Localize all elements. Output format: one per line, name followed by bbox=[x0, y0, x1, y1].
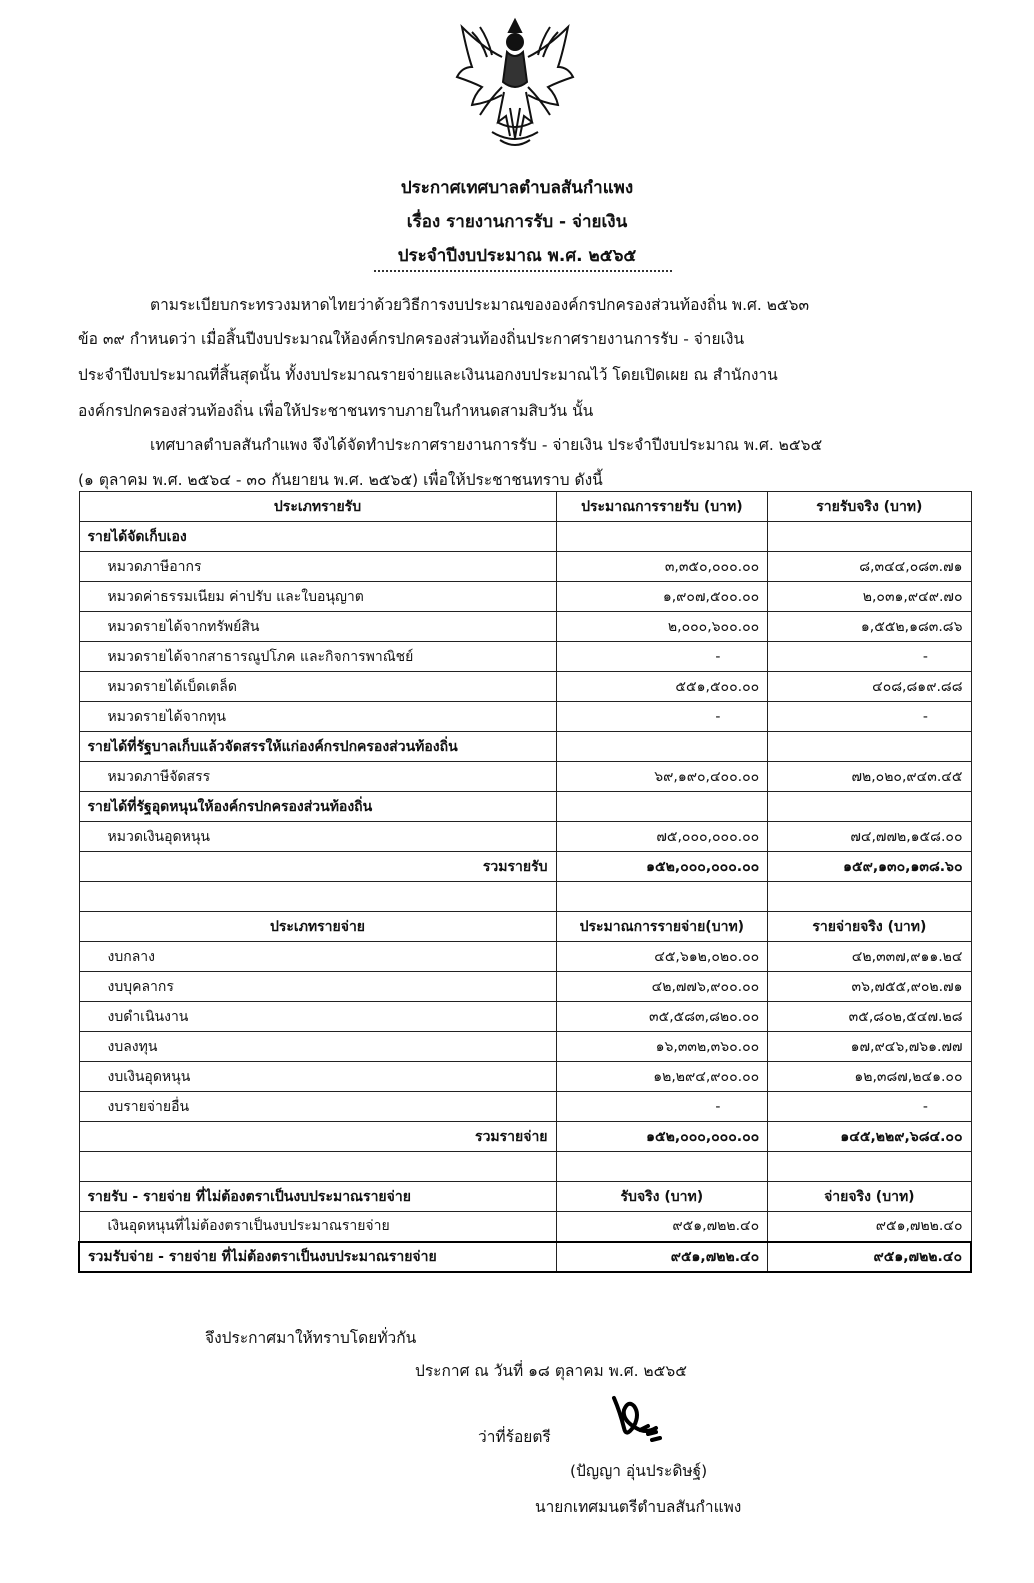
estimate-cell: ๓,๓๕๐,๐๐๐.๐๐ bbox=[556, 552, 768, 582]
estimate-cell: ๔๒,๗๗๖,๙๐๐.๐๐ bbox=[556, 972, 768, 1002]
table-row bbox=[79, 612, 971, 642]
table-row bbox=[79, 972, 971, 1002]
actual-cell: ๗๒,๐๒๐,๙๔๓.๔๕ bbox=[768, 762, 971, 792]
total-estimate-cell: ๑๕๒,๐๐๐,๐๐๐.๐๐ bbox=[556, 852, 768, 882]
estimate-cell: - bbox=[556, 702, 768, 732]
total-actual-cell: ๑๕๙,๑๓๐,๑๓๘.๖๐ bbox=[768, 852, 971, 882]
actual-cell: ๒,๐๓๑,๙๔๙.๗๐ bbox=[768, 582, 971, 612]
row-label: หมวดรายได้เบ็ดเตล็ด bbox=[79, 672, 556, 702]
row-label: งบบุคลากร bbox=[79, 972, 556, 1002]
income-expense-table bbox=[78, 491, 972, 1273]
body-paragraph-1-line-4: องค์กรปกครองส่วนท้องถิ่น เพื่อให้ประชาชนทราบภายในกำหนดสามสิบวัน นั้น bbox=[78, 402, 594, 420]
column-header: รายรับจริง (บาท) bbox=[768, 492, 971, 522]
column-header: ประเภทรายจ่าย bbox=[79, 912, 556, 942]
section-row bbox=[79, 522, 971, 552]
total-actual-cell: ๑๔๕,๒๒๙,๖๘๔.๐๐ bbox=[768, 1122, 971, 1152]
body-paragraph-1-line-1: ตามระเบียบกระทรวงมหาดไทยว่าด้วยวิธีการงบประมาณขององค์กรปกครองส่วนท้องถิ่น พ.ศ. ๒๕๖๓ bbox=[150, 296, 810, 314]
table-row bbox=[79, 582, 971, 612]
received-cell: ๙๕๑,๗๒๒.๔๐ bbox=[556, 1212, 768, 1242]
announcement-subject: เรื่อง รายงานการรับ - จ่ายเงิน bbox=[406, 212, 628, 232]
row-label: หมวดค่าธรรมเนียม ค่าปรับ และใบอนุญาต bbox=[79, 582, 556, 612]
expense-header-row bbox=[79, 912, 971, 942]
row-label: งบเงินอุดหนุน bbox=[79, 1062, 556, 1092]
body-paragraph-1-line-2: ข้อ ๓๙ กำหนดว่า เมื่อสิ้นปีงบประมาณให้องค์กรปกครองส่วนท้องถิ่นประกาศรายงานการรับ - จ่ายเงิน bbox=[78, 330, 745, 348]
actual-cell: ๗๔,๗๗๒,๑๕๘.๐๐ bbox=[768, 822, 971, 852]
announcement-date: ประกาศ ณ วันที่ ๑๘ ตุลาคม พ.ศ. ๒๕๖๕ bbox=[415, 1362, 687, 1380]
section-label: รายได้จัดเก็บเอง bbox=[79, 522, 556, 552]
garuda-emblem bbox=[452, 12, 578, 154]
closing-announcement: จึงประกาศมาให้ทราบโดยทั่วกัน bbox=[205, 1329, 417, 1347]
column-header: รับจริง (บาท) bbox=[556, 1182, 768, 1212]
total-received-cell: ๙๕๑,๗๒๒.๔๐ bbox=[556, 1242, 768, 1272]
announcement-fiscal-year: ประจำปีงบประมาณ พ.ศ. ๒๕๖๕ bbox=[397, 246, 637, 266]
table-row bbox=[79, 1032, 971, 1062]
estimate-cell: ๕๕๑,๕๐๐.๐๐ bbox=[556, 672, 768, 702]
column-header: ประมาณการรายจ่าย(บาท) bbox=[556, 912, 768, 942]
table-row bbox=[79, 702, 971, 732]
section-label: รายได้ที่รัฐอุดหนุนให้องค์กรปกครองส่วนท้องถิ่น bbox=[79, 792, 556, 822]
estimate-cell: ๑๒,๒๙๔,๙๐๐.๐๐ bbox=[556, 1062, 768, 1092]
body-paragraph-2-line-2: (๑ ตุลาคม พ.ศ. ๒๕๖๔ - ๓๐ กันยายน พ.ศ. ๒๕๖๕) เพื่อให้ประชาชนทราบ ดังนี้ bbox=[78, 471, 603, 489]
column-header: ประเภทรายรับ bbox=[79, 492, 556, 522]
income-header-row bbox=[79, 492, 971, 522]
column-header: รายรับ - รายจ่าย ที่ไม่ต้องตราเป็นงบประมาณรายจ่าย bbox=[79, 1182, 556, 1212]
signer-rank: ว่าที่ร้อยตรี bbox=[478, 1428, 551, 1446]
total-estimate-cell: ๑๕๒,๐๐๐,๐๐๐.๐๐ bbox=[556, 1122, 768, 1152]
section-row bbox=[79, 732, 971, 762]
table-row bbox=[79, 1212, 971, 1242]
signer-name: (ปัญญา อุ่นประดิษฐ์) bbox=[570, 1462, 708, 1480]
blank-row bbox=[79, 1152, 971, 1182]
actual-cell: - bbox=[768, 702, 971, 732]
row-label: หมวดเงินอุดหนุน bbox=[79, 822, 556, 852]
section-label: รายได้ที่รัฐบาลเก็บแล้วจัดสรรให้แก่องค์กรปกครองส่วนท้องถิ่น bbox=[79, 732, 556, 762]
table-row bbox=[79, 822, 971, 852]
estimate-cell: - bbox=[556, 1092, 768, 1122]
row-label: หมวดภาษีอากร bbox=[79, 552, 556, 582]
non-budget-header-row bbox=[79, 1182, 971, 1212]
row-label: งบดำเนินงาน bbox=[79, 1002, 556, 1032]
actual-cell: - bbox=[768, 642, 971, 672]
dotted-divider bbox=[374, 270, 672, 272]
column-header: ประมาณการรายรับ (บาท) bbox=[556, 492, 768, 522]
table-row bbox=[79, 672, 971, 702]
actual-cell: ๔๐๘,๘๑๙.๘๘ bbox=[768, 672, 971, 702]
row-label: เงินอุดหนุนที่ไม่ต้องตราเป็นงบประมาณรายจ่าย bbox=[79, 1212, 556, 1242]
estimate-cell: ๑๖,๓๓๒,๓๖๐.๐๐ bbox=[556, 1032, 768, 1062]
row-label: หมวดภาษีจัดสรร bbox=[79, 762, 556, 792]
signer-position: นายกเทศมนตรีตำบลสันกำแพง bbox=[535, 1498, 742, 1516]
row-label: หมวดรายได้จากทรัพย์สิน bbox=[79, 612, 556, 642]
actual-cell: ๘,๓๔๔,๐๘๓.๗๑ bbox=[768, 552, 971, 582]
row-label: งบกลาง bbox=[79, 942, 556, 972]
blank-row bbox=[79, 882, 971, 912]
row-label: งบรายจ่ายอื่น bbox=[79, 1092, 556, 1122]
actual-cell: ๓๖,๗๕๕,๙๐๒.๗๑ bbox=[768, 972, 971, 1002]
table-row bbox=[79, 942, 971, 972]
estimate-cell: ๖๙,๑๙๐,๔๐๐.๐๐ bbox=[556, 762, 768, 792]
expense-total-row bbox=[79, 1122, 971, 1152]
body-paragraph-1-line-3: ประจำปีงบประมาณที่สิ้นสุดนั้น ทั้งงบประมาณรายจ่ายและเงินนอกงบประมาณไว้ โดยเปิดเผย ณ สำนักงาน bbox=[78, 366, 778, 384]
table-row bbox=[79, 642, 971, 672]
table-row bbox=[79, 1002, 971, 1032]
row-label: หมวดรายได้จากสาธารณูปโภค และกิจการพาณิชย์ bbox=[79, 642, 556, 672]
total-label: รวมรายจ่าย bbox=[79, 1122, 556, 1152]
actual-cell: ๔๒,๓๓๗,๙๑๑.๒๔ bbox=[768, 942, 971, 972]
announcement-title: ประกาศเทศบาลตำบลสันกำแพง bbox=[400, 178, 634, 198]
estimate-cell: - bbox=[556, 642, 768, 672]
total-label: รวมรับจ่าย - รายจ่าย ที่ไม่ต้องตราเป็นงบประมาณรายจ่าย bbox=[79, 1242, 556, 1272]
estimate-cell: ๒,๐๐๐,๖๐๐.๐๐ bbox=[556, 612, 768, 642]
actual-cell: ๑๗,๙๔๖,๗๖๑.๗๗ bbox=[768, 1032, 971, 1062]
estimate-cell: ๓๕,๕๘๓,๘๒๐.๐๐ bbox=[556, 1002, 768, 1032]
table-row bbox=[79, 552, 971, 582]
actual-cell: ๓๕,๘๐๒,๕๔๗.๒๘ bbox=[768, 1002, 971, 1032]
column-header: รายจ่ายจริง (บาท) bbox=[768, 912, 971, 942]
actual-cell: ๑,๕๕๒,๑๘๓.๘๖ bbox=[768, 612, 971, 642]
row-label: หมวดรายได้จากทุน bbox=[79, 702, 556, 732]
actual-cell: ๑๒,๓๘๗,๒๔๑.๐๐ bbox=[768, 1062, 971, 1092]
estimate-cell: ๑,๙๐๗,๕๐๐.๐๐ bbox=[556, 582, 768, 612]
row-label: งบลงทุน bbox=[79, 1032, 556, 1062]
total-label: รวมรายรับ bbox=[79, 852, 556, 882]
income-total-row bbox=[79, 852, 971, 882]
estimate-cell: ๗๕,๐๐๐,๐๐๐.๐๐ bbox=[556, 822, 768, 852]
total-paid-cell: ๙๕๑,๗๒๒.๔๐ bbox=[768, 1242, 971, 1272]
estimate-cell: ๔๕,๖๑๒,๐๒๐.๐๐ bbox=[556, 942, 768, 972]
table-row bbox=[79, 1062, 971, 1092]
column-header: จ่ายจริง (บาท) bbox=[768, 1182, 971, 1212]
section-row bbox=[79, 792, 971, 822]
handwritten-signature bbox=[600, 1388, 670, 1448]
table-row bbox=[79, 762, 971, 792]
actual-cell: - bbox=[768, 1092, 971, 1122]
non-budget-total-row bbox=[79, 1242, 971, 1272]
paid-cell: ๙๕๑,๗๒๒.๔๐ bbox=[768, 1212, 971, 1242]
body-paragraph-2-line-1: เทศบาลตำบลสันกำแพง จึงได้จัดทำประกาศรายงานการรับ - จ่ายเงิน ประจำปีงบประมาณ พ.ศ. ๒๕๖๕ bbox=[150, 436, 823, 454]
table-row bbox=[79, 1092, 971, 1122]
